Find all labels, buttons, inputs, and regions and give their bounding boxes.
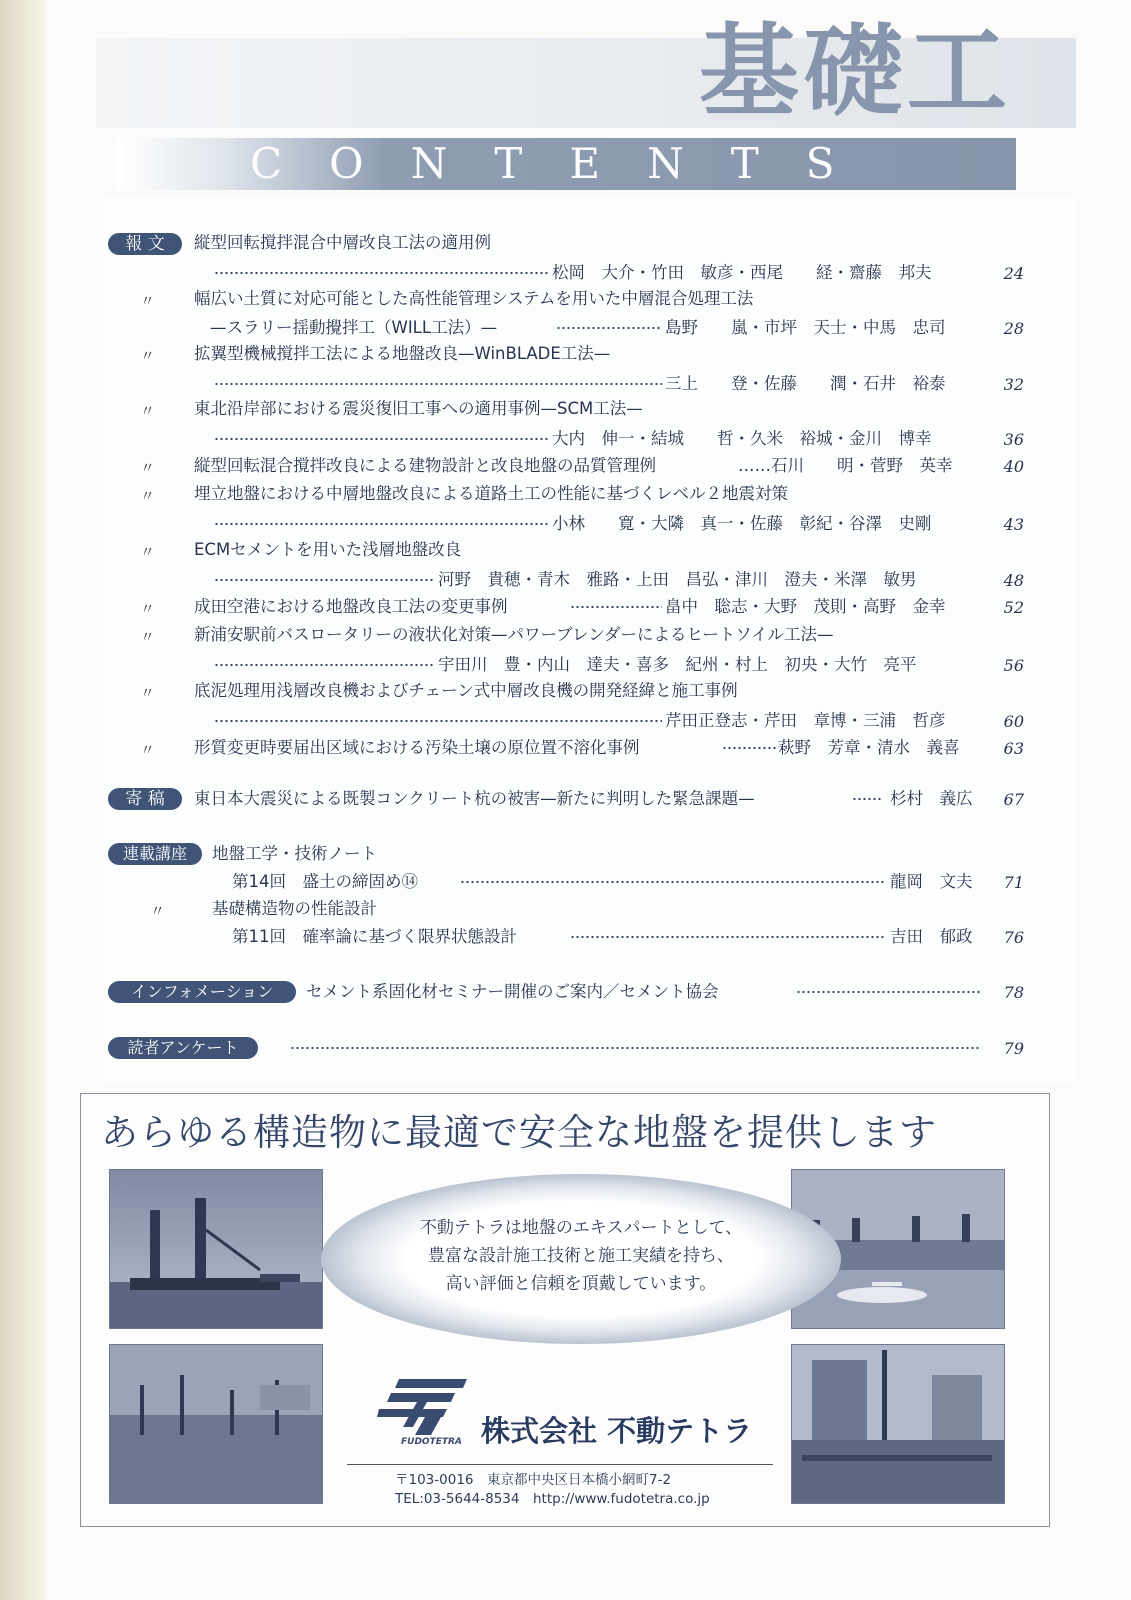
article-title: 東北沿岸部における震災復旧工事への適用事例—SCM工法— xyxy=(194,399,643,418)
ditto-mark: 〃 xyxy=(140,347,156,365)
article-authors: 畠中 聡志・大野 茂則・高野 金幸 xyxy=(665,597,946,616)
article-authors: 三上 登・佐藤 潤・石井 裕泰 xyxy=(665,374,946,393)
article-authors: 島野 嵐・市坪 天士・中馬 忠司 xyxy=(665,318,946,337)
leader-dots xyxy=(214,719,662,723)
ditto-mark: 〃 xyxy=(140,741,156,759)
leader-dots xyxy=(214,578,434,582)
construction-photo-site xyxy=(109,1344,323,1504)
ditto-mark: 〃 xyxy=(140,292,156,310)
page-binding-edge xyxy=(0,0,46,1600)
contact-line: TEL:03-5644-8534 http://www.fudotetra.co.jp xyxy=(395,1491,710,1507)
article-title: 埋立地盤における中層地盤改良による道路土工の性能に基づくレベル２地震対策 xyxy=(194,484,788,503)
info-title: セメント系固化材セミナー開催のご案内／セメント協会 xyxy=(306,982,719,1001)
ad-message-line: 豊富な設計施工技術と施工実績を持ち、 xyxy=(428,1246,734,1266)
article-title: 幅広い土質に対応可能とした高性能管理システムを用いた中層混合処理工法 xyxy=(194,289,754,308)
article-authors: 龍岡 文夫 xyxy=(890,872,973,891)
leader-dots xyxy=(214,522,549,526)
page-number: 56 xyxy=(1003,656,1024,675)
article-authors: 松岡 大介・竹田 敏彦・西尾 経・齋藤 邦夫 xyxy=(552,263,932,282)
page-number: 76 xyxy=(1003,928,1024,947)
leader-dots xyxy=(214,663,434,667)
article-title: 新浦安駅前バスロータリーの液状化対策—パワーブレンダーによるヒートソイル工法— xyxy=(194,625,834,644)
contents-heading: CONTENTS xyxy=(250,139,882,188)
article-title: ECMセメントを用いた浅層地盤改良 xyxy=(194,540,462,559)
ditto-mark: 〃 xyxy=(140,628,156,646)
company-name: 株式会社 不動テトラ xyxy=(481,1414,753,1448)
logo-wordmark: FUDOTETRA xyxy=(401,1437,462,1447)
series-item: 第14回 盛土の締固め⑭ xyxy=(232,872,418,891)
page-number: 79 xyxy=(1003,1039,1024,1058)
ad-message-line: 不動テトラは地盤のエキスパートとして、 xyxy=(419,1218,743,1238)
series-item: 第11回 確率論に基づく限界状態設計 xyxy=(232,927,517,946)
article-subtitle: —スラリー揺動攪拌工（WILL工法）— xyxy=(210,318,498,337)
construction-photo-buildings xyxy=(791,1344,1005,1504)
company-advertisement xyxy=(80,1093,1050,1527)
ditto-mark: 〃 xyxy=(140,600,156,618)
address-line: 〒103-0016 東京都中央区日本橋小網町7-2 xyxy=(395,1472,672,1488)
section-tag-kikou: 寄 稿 xyxy=(108,788,182,810)
page-number: 28 xyxy=(1003,319,1024,338)
ad-message-ellipse xyxy=(321,1174,841,1344)
ad-slogan: あらゆる構造物に最適で安全な地盤を提供します xyxy=(101,1111,937,1154)
leader-dots xyxy=(570,605,662,609)
page-number: 71 xyxy=(1003,873,1024,892)
construction-photo-barges xyxy=(109,1169,323,1329)
ad-message-line: 高い評価と信頼を頂戴しています。 xyxy=(445,1274,717,1294)
leader-dots xyxy=(214,437,549,441)
page-number: 63 xyxy=(1003,739,1024,758)
article-title: 成田空港における地盤改良工法の変更事例 xyxy=(194,597,508,616)
company-address xyxy=(395,1471,710,1509)
article-authors: 河野 貴穂・青木 雅路・上田 昌弘・津川 澄夫・米澤 敏男 xyxy=(438,570,917,589)
leader-dots xyxy=(556,326,662,330)
page-number: 52 xyxy=(1003,598,1024,617)
article-title: 拡翼型機械撹拌工法による地盤改良—WinBLADE工法— xyxy=(194,344,611,363)
section-tag-survey: 読者アンケート xyxy=(108,1037,258,1059)
ditto-mark: 〃 xyxy=(140,402,156,420)
magazine-title: 基礎工 xyxy=(699,13,1011,130)
article-title: 東日本大震災による既製コンクリート杭の被害—新たに判明した緊急課題— xyxy=(194,789,755,808)
series-title: 地盤工学・技術ノート xyxy=(212,844,377,863)
article-authors: 吉田 郁政 xyxy=(890,927,973,946)
article-authors: 大内 伸一・結城 哲・久米 裕城・金川 博幸 xyxy=(552,429,932,448)
article-authors: ……石川 明・菅野 英幸 xyxy=(738,456,953,475)
section-tag-houbun: 報 文 xyxy=(108,233,182,255)
leader-dots xyxy=(722,746,776,750)
section-tag-info: インフォメーション xyxy=(108,981,296,1003)
page-number: 24 xyxy=(1003,264,1024,283)
ad-message xyxy=(321,1214,841,1298)
leader-dots xyxy=(214,382,662,386)
article-authors: 芹田正登志・芹田 章博・三浦 哲彦 xyxy=(665,711,946,730)
leader-dots xyxy=(460,880,884,884)
page-number: 48 xyxy=(1003,571,1024,590)
leader-dots xyxy=(796,990,980,994)
ditto-mark: 〃 xyxy=(150,902,166,920)
section-tag-rensai: 連載講座 xyxy=(108,843,202,865)
ditto-mark: 〃 xyxy=(140,684,156,702)
article-title: 形質変更時要届出区域における汚染土壌の原位置不溶化事例 xyxy=(194,738,640,757)
article-title: 縦型回転混合撹拌改良による建物設計と改良地盤の品質管理例 xyxy=(194,456,656,475)
fudotetra-logo-icon xyxy=(377,1379,469,1437)
leader-dots xyxy=(214,271,549,275)
page-number: 67 xyxy=(1003,790,1024,809)
article-authors: 杉村 義広 xyxy=(890,789,973,808)
divider xyxy=(347,1464,773,1465)
article-authors: 宇田川 豊・内山 達夫・喜多 紀州・村上 初央・大竹 亮平 xyxy=(438,655,917,674)
ditto-mark: 〃 xyxy=(140,487,156,505)
ditto-mark: 〃 xyxy=(140,543,156,561)
page-number: 78 xyxy=(1003,983,1024,1002)
article-authors: 小林 寛・大隣 真一・佐藤 彰紀・谷澤 史剛 xyxy=(552,514,932,533)
ditto-mark: 〃 xyxy=(140,459,156,477)
series-title: 基礎構造物の性能設計 xyxy=(212,899,377,918)
page-number: 43 xyxy=(1003,515,1024,534)
article-title: 縦型回転撹拌混合中層改良工法の適用例 xyxy=(194,233,491,252)
article-title: 底泥処理用浅層改良機およびチェーン式中層改良機の開発経緯と施工事例 xyxy=(194,681,738,700)
page-number: 40 xyxy=(1003,457,1024,476)
page-number: 60 xyxy=(1003,712,1024,731)
page-number: 36 xyxy=(1003,430,1024,449)
article-authors: 萩野 芳章・清水 義喜 xyxy=(778,738,960,757)
page-number: 32 xyxy=(1003,375,1024,394)
leader-dots xyxy=(570,935,884,939)
leader-dots xyxy=(852,797,882,801)
leader-dots xyxy=(290,1046,980,1050)
